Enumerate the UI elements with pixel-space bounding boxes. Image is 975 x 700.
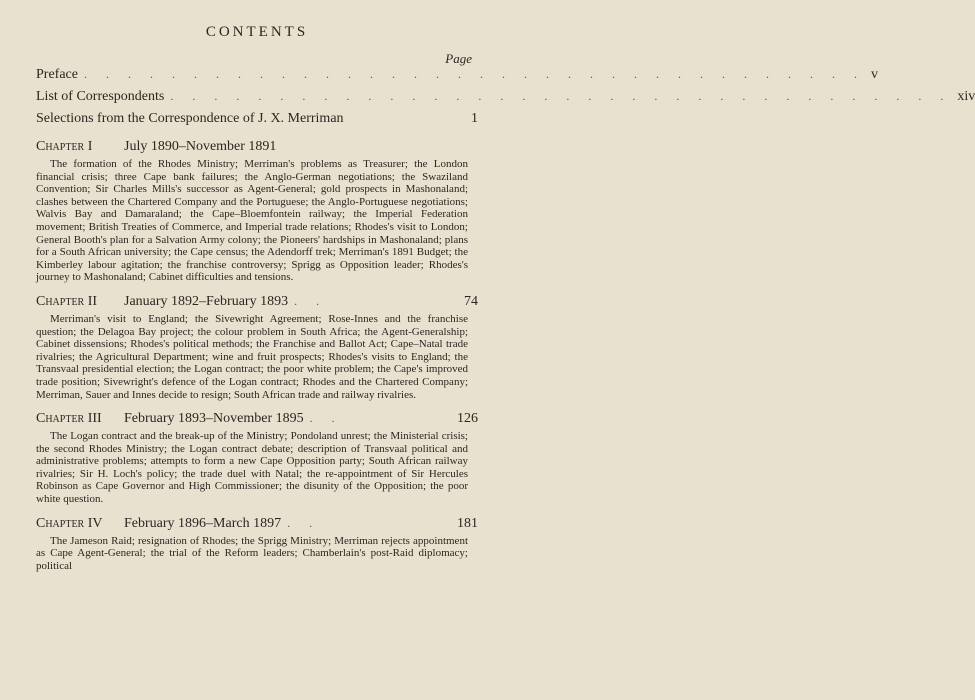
dot-leader: . . . . . . . . . . . . . . . . . . . . . . . . . . . . . . . . . . . .: [83, 67, 865, 81]
toc-entry-preface[interactable]: [36, 67, 878, 89]
dot-leader: . .: [309, 411, 343, 426]
chapter-description: The Jameson Raid; resignation of Rhodes; the Sprigg Ministry; Merriman rejects appointment as Cape Agent-General; the trial of the Reform leaders; Chamberlain's post-Raid diplomacy; political: [36, 534, 468, 572]
chapter-description: The Logan contract and the break-up of the Ministry; Pondoland unrest; the Ministerial crisis; the second Rhodes Ministry; the Logan contract debate; description of Transvaal political and administrative problems; attempts to form a new Cape Opposition party; South African railway rivalries; Sir H. Loch's policy; the trade duel with Natal; the re-appointment of Sir Hercules Robinson as Cape Governor and High Commissioner; the disunity of the Opposition; the poor white question.: [36, 430, 468, 506]
dot-leader: . .: [287, 515, 321, 530]
toc-entry-page: 1: [471, 111, 478, 126]
chapter-label: Chapter III: [36, 411, 102, 427]
toc-entry-selections[interactable]: [36, 111, 478, 133]
toc-entry-label: List of Correspondents: [36, 89, 165, 104]
chapter-dates: February 1896–March 1897: [124, 515, 282, 531]
chapter-description: Merriman's visit to England; the Sivewright Agreement; Rose-Innes and the franchise question; the Delagoa Bay project; the colour problem in South Africa; the Agent-Generalship; Cabinet dissensions; Rhodes's political methods; the Franchise and Ballot Act; Cape–Natal trade rivalries; the Agricultural Department; wine and fruit prospects; Rhodes's visits to England; the Transvaal presidential election; the Logan contract; the poor white problem; the Cape's improved trade position; Sivewright's defence of the Logan contract; Rhodes and the Chartered Company; Merriman, Sauer and Innes decide to resign; South African trade and railway rivalries.: [36, 312, 468, 401]
dot-leader: . .: [294, 293, 328, 308]
chapter-dates: January 1892–February 1893: [124, 293, 289, 309]
chapter-page: 181: [457, 515, 478, 531]
chapter-page: 74: [464, 293, 478, 309]
toc-entry-label: Preface: [36, 67, 78, 82]
chapter-entry[interactable]: [36, 139, 478, 284]
chapter-entry[interactable]: [36, 516, 478, 573]
chapter-description: The formation of the Rhodes Ministry; Merriman's problems as Treasurer; the London financial crisis; three Cape bank failures; the Anglo-German negotiations; the Swaziland Convention; Sir Charles Mills's successor as Agent-General; gold prospects in Mashonaland; clashes between the Chartered Company and the Portuguese; the Anglo-Portuguese negotiations; Walvis Bay and Damaraland; the Cape–Bloemfontein railway; the Imperial Federation movement; British Treaties of Commerce, and Imperial trade relations; Rhodes's visit to London; General Booth's plan for a Salvation Army colony; the Pioneers' hardships in Mashonaland; plans for a South African university; the Cape census; the Adendorff trek; Merriman's 1891 Budget; the Kimberley labour agitation; the franchise controversy; Sprigg as Opposition leader; Rhodes's journey to Mashonaland; Cabinet difficulties and tensions.: [36, 158, 468, 284]
page-column-label: Page: [445, 51, 472, 66]
chapter-page: 126: [457, 411, 478, 427]
chapter-label: Chapter II: [36, 293, 98, 309]
chapter-dates: July 1890–November 1891: [124, 139, 277, 154]
chapter-entry[interactable]: [36, 294, 478, 401]
chapter-dates: February 1893–November 1895: [124, 411, 304, 427]
toc-entry-correspondents[interactable]: [36, 89, 975, 111]
toc-entry-page: v: [870, 67, 878, 82]
dot-leader: . . . . . . . . . . . . . . . . . . . . . . . . . . . . . . . . . . . .: [170, 89, 952, 103]
toc-entry-page: xiv: [957, 89, 975, 104]
chapter-entry[interactable]: [36, 411, 478, 506]
chapter-label: Chapter I: [36, 139, 93, 154]
chapter-label: Chapter IV: [36, 515, 103, 531]
page-title: CONTENTS: [205, 24, 309, 40]
toc-entry-label: Selections from the Correspondence of J. X. Merriman: [36, 111, 344, 126]
